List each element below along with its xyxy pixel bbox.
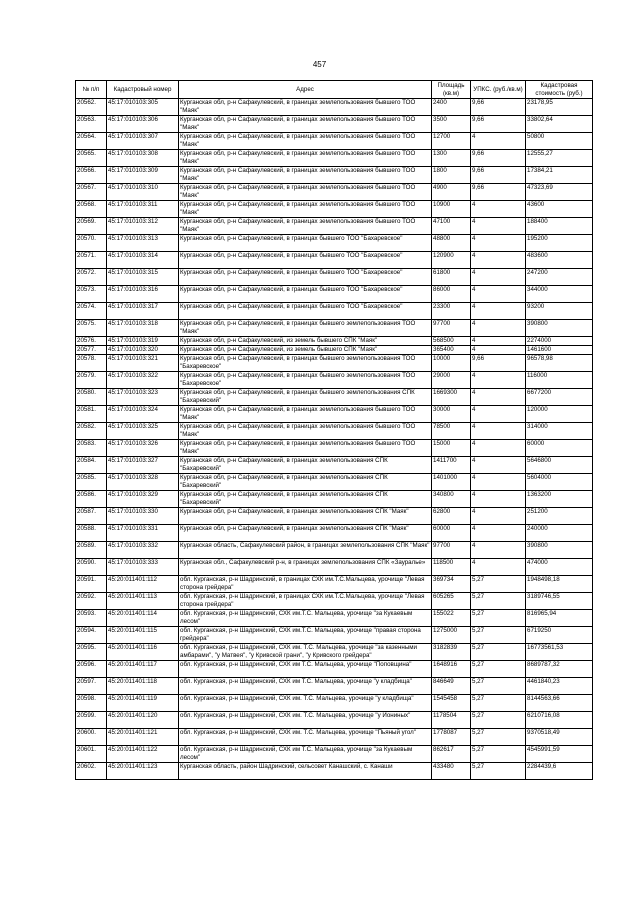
cadastral-number-cell: 45:17:010103:322 <box>107 372 179 389</box>
upks-cell: 9,66 <box>471 150 526 167</box>
row-number-cell: 20571. <box>76 252 107 269</box>
row-number-cell: 20574. <box>76 303 107 320</box>
area-cell: 862617 <box>432 746 471 763</box>
address-cell: Курганская обл, р-н Сафакулевский, в границах землепользования бывшего ТОО "Маяк" <box>179 423 432 440</box>
cadastral-cost-cell: 5604000 <box>526 474 593 491</box>
upks-cell: 9,66 <box>471 116 526 133</box>
row-number-cell: 20579. <box>76 372 107 389</box>
cadastral-number-cell: 45:17:010103:310 <box>107 184 179 201</box>
area-cell: 1778087 <box>432 729 471 746</box>
table-row <box>76 99 593 116</box>
address-cell: Курганская обл, р-н Сафакулевский, в границах землепользования бывшего ТОО "Маяк" <box>179 133 432 150</box>
row-number-cell: 20568. <box>76 201 107 218</box>
cadastral-number-cell: 45:17:010103:326 <box>107 440 179 457</box>
area-cell: 1300 <box>432 150 471 167</box>
cadastral-cost-cell: 390800 <box>526 320 593 337</box>
cadastral-number-cell: 45:20:011401:118 <box>107 678 179 695</box>
row-number-cell: 20562. <box>76 99 107 116</box>
area-cell: 3182839 <box>432 644 471 661</box>
table-row <box>76 372 593 389</box>
address-cell: обл. Курганская, р-н Шадринский, СХК им. Т.С. Мальцева, урочище "Пьяный угол" <box>179 729 432 746</box>
address-cell: Курганская обл, р-н Сафакулевский, в границах бывшего ТОО "Бахаревское" <box>179 269 432 286</box>
address-cell: обл. Курганская, р-н Шадринский, СХК им.Т.С. Мальцева, урочище "за Кукаевым лесом" <box>179 610 432 627</box>
address-cell: обл. Курганская, р-н Шадринский, СХК им Т.С. Мальцева, урочище "у кладбища" <box>179 678 432 695</box>
upks-cell: 4 <box>471 303 526 320</box>
row-number-cell: 20582. <box>76 423 107 440</box>
cadastral-cost-cell: 33802,64 <box>526 116 593 133</box>
table-row <box>76 235 593 252</box>
address-cell: Курганская обл, р-н Сафакулевский, в границах бывшего землепользования ТОО "Бахаревское" <box>179 355 432 372</box>
row-number-cell: 20596. <box>76 661 107 678</box>
upks-cell: 4 <box>471 201 526 218</box>
row-number-cell: 20599. <box>76 712 107 729</box>
upks-cell: 4 <box>471 440 526 457</box>
cadastral-cost-cell: 116000 <box>526 372 593 389</box>
cadastral-cost-cell: 120000 <box>526 406 593 423</box>
row-number-cell: 20588. <box>76 525 107 542</box>
cadastral-cost-cell: 390800 <box>526 542 593 559</box>
cadastral-number-cell: 45:20:011401:114 <box>107 610 179 627</box>
row-number-cell: 20583. <box>76 440 107 457</box>
cadastral-number-cell: 45:17:010103:330 <box>107 508 179 525</box>
cadastral-number-cell: 45:17:010103:333 <box>107 559 179 576</box>
upks-cell: 4 <box>471 423 526 440</box>
upks-cell: 4 <box>471 457 526 474</box>
cadastral-number-cell: 45:17:010103:319 <box>107 337 179 346</box>
address-cell: обл. Курганская, р-н Шадринский, СХК им.Т.С. Мальцева, урочище "правая сторона грейдера" <box>179 627 432 644</box>
upks-cell: 4 <box>471 346 526 355</box>
table-row <box>76 661 593 678</box>
address-cell: Курганская обл, р-н Сафакулевский, в границах землепользования СПК "Маяк" <box>179 508 432 525</box>
table-row <box>76 746 593 763</box>
area-cell: 2400 <box>432 99 471 116</box>
address-cell: Курганская обл, р-н Сафакулевский, в границах землепользования бывшего ТОО "Маяк" <box>179 218 432 235</box>
cadastral-cost-cell: 8689787,32 <box>526 661 593 678</box>
upks-cell: 4 <box>471 133 526 150</box>
table-row <box>76 201 593 218</box>
upks-cell: 5,27 <box>471 763 526 780</box>
area-cell: 97700 <box>432 320 471 337</box>
address-cell: Курганская обл., Сафакулевский р-н, в границах землепользования СПК «Зауралье» <box>179 559 432 576</box>
cadastral-cost-cell: 6719250 <box>526 627 593 644</box>
area-cell: 365400 <box>432 346 471 355</box>
upks-cell: 4 <box>471 252 526 269</box>
table-row <box>76 286 593 303</box>
cadastral-number-cell: 45:20:011401:120 <box>107 712 179 729</box>
upks-cell: 9,66 <box>471 184 526 201</box>
cadastral-number-cell: 45:20:011401:121 <box>107 729 179 746</box>
address-cell: обл. Курганская, р-н Шадринский, СХК им. Т.С. Мальцева, урочище "за казенными амбарами", "у Матвея", "у Кривской грани", "у Кривского грейдера" <box>179 644 432 661</box>
cadastral-cost-cell: 23178,95 <box>526 99 593 116</box>
area-cell: 15000 <box>432 440 471 457</box>
row-number-cell: 20575. <box>76 320 107 337</box>
cadastral-number-cell: 45:17:010103:323 <box>107 389 179 406</box>
table-row <box>76 627 593 644</box>
table-row <box>76 355 593 372</box>
cadastral-number-cell: 45:20:011401:119 <box>107 695 179 712</box>
upks-cell: 4 <box>471 320 526 337</box>
cadastral-number-cell: 45:17:010103:317 <box>107 303 179 320</box>
cadastral-value-table <box>75 80 593 780</box>
page-number: 457 <box>312 60 327 69</box>
upks-cell: 4 <box>471 406 526 423</box>
table-row <box>76 593 593 610</box>
cadastral-cost-cell: 8144563,66 <box>526 695 593 712</box>
upks-cell: 5,27 <box>471 729 526 746</box>
address-cell: Курганская обл, р-н Сафакулевский, в границах землепользования бывшего ТОО "Маяк" <box>179 150 432 167</box>
header-cadastral-number: Кадастровый номер <box>107 81 179 99</box>
row-number-cell: 20576. <box>76 337 107 346</box>
area-cell: 120900 <box>432 252 471 269</box>
table-row <box>76 167 593 184</box>
upks-cell: 4 <box>471 218 526 235</box>
upks-cell: 4 <box>471 491 526 508</box>
address-cell: обл. Курганская, р-н Шадринский, СХК им Т.С. Мальцева, урочище "за Кукаевым лесом" <box>179 746 432 763</box>
row-number-cell: 20572. <box>76 269 107 286</box>
area-cell: 3500 <box>432 116 471 133</box>
row-number-cell: 20586. <box>76 491 107 508</box>
cadastral-cost-cell: 43600 <box>526 201 593 218</box>
address-cell: Курганская обл, р-н Сафакулевский, в границах землепользования СПК "Бахаревский" <box>179 474 432 491</box>
table-header-row <box>76 81 593 99</box>
row-number-cell: 20565. <box>76 150 107 167</box>
upks-cell: 5,27 <box>471 746 526 763</box>
cadastral-number-cell: 45:17:010103:305 <box>107 99 179 116</box>
address-cell: Курганская обл, р-н Сафакулевский, в границах бывшего землепользования ТОО "Бахаревское" <box>179 372 432 389</box>
cadastral-number-cell: 45:17:010103:313 <box>107 235 179 252</box>
cadastral-number-cell: 45:17:010103:316 <box>107 286 179 303</box>
area-cell: 1545458 <box>432 695 471 712</box>
cadastral-cost-cell: 195200 <box>526 235 593 252</box>
cadastral-cost-cell: 314000 <box>526 423 593 440</box>
area-cell: 1411700 <box>432 457 471 474</box>
area-cell: 86000 <box>432 286 471 303</box>
row-number-cell: 20580. <box>76 389 107 406</box>
cadastral-number-cell: 45:17:010103:314 <box>107 252 179 269</box>
area-cell: 846649 <box>432 678 471 695</box>
cadastral-cost-cell: 6210716,08 <box>526 712 593 729</box>
upks-cell: 4 <box>471 525 526 542</box>
table-row <box>76 542 593 559</box>
cadastral-cost-cell: 188400 <box>526 218 593 235</box>
table-row <box>76 337 593 346</box>
area-cell: 12700 <box>432 133 471 150</box>
table-row <box>76 252 593 269</box>
header-area: Площадь (кв.м) <box>432 81 471 99</box>
area-cell: 1648916 <box>432 661 471 678</box>
cadastral-cost-cell: 47323,69 <box>526 184 593 201</box>
table-row <box>76 491 593 508</box>
table-row <box>76 559 593 576</box>
area-cell: 1669300 <box>432 389 471 406</box>
address-cell: Курганская обл, р-н Сафакулевский, в границах землепользования бывшего ТОО "Маяк" <box>179 440 432 457</box>
area-cell: 1401000 <box>432 474 471 491</box>
cadastral-cost-cell: 1948498,18 <box>526 576 593 593</box>
area-cell: 4900 <box>432 184 471 201</box>
cadastral-cost-cell: 3189746,55 <box>526 593 593 610</box>
cadastral-cost-cell: 816965,94 <box>526 610 593 627</box>
table-row <box>76 644 593 661</box>
cadastral-cost-cell: 2274000 <box>526 337 593 346</box>
cadastral-cost-cell: 50800 <box>526 133 593 150</box>
area-cell: 23300 <box>432 303 471 320</box>
cadastral-cost-cell: 5646800 <box>526 457 593 474</box>
table-row <box>76 576 593 593</box>
cadastral-number-cell: 45:17:010103:324 <box>107 406 179 423</box>
area-cell: 155022 <box>432 610 471 627</box>
address-cell: Курганская обл, р-н Сафакулевский, в границах землепользования СПК "Бахаревский" <box>179 491 432 508</box>
upks-cell: 5,27 <box>471 576 526 593</box>
row-number-cell: 20563. <box>76 116 107 133</box>
cadastral-cost-cell: 344000 <box>526 286 593 303</box>
cadastral-cost-cell: 93200 <box>526 303 593 320</box>
area-cell: 118500 <box>432 559 471 576</box>
upks-cell: 5,27 <box>471 678 526 695</box>
address-cell: Курганская обл, р-н Сафакулевский, в границах землепользования бывшего ТОО "Маяк" <box>179 167 432 184</box>
cadastral-cost-cell: 483600 <box>526 252 593 269</box>
table-row <box>76 150 593 167</box>
area-cell: 433480 <box>432 763 471 780</box>
cadastral-number-cell: 45:20:011401:123 <box>107 763 179 780</box>
table-row <box>76 389 593 406</box>
area-cell: 340800 <box>432 491 471 508</box>
upks-cell: 4 <box>471 508 526 525</box>
upks-cell: 9,66 <box>471 99 526 116</box>
row-number-cell: 20597. <box>76 678 107 695</box>
cadastral-number-cell: 45:20:011401:122 <box>107 746 179 763</box>
row-number-cell: 20581. <box>76 406 107 423</box>
address-cell: Курганская обл, р-н Сафакулевский, из земель бывшего СПК "Маяк" <box>179 346 432 355</box>
area-cell: 78500 <box>432 423 471 440</box>
row-number-cell: 20601. <box>76 746 107 763</box>
row-number-cell: 20567. <box>76 184 107 201</box>
row-number-cell: 20566. <box>76 167 107 184</box>
cadastral-number-cell: 45:17:010103:308 <box>107 150 179 167</box>
cadastral-number-cell: 45:20:011401:115 <box>107 627 179 644</box>
table-row <box>76 729 593 746</box>
row-number-cell: 20602. <box>76 763 107 780</box>
cadastral-number-cell: 45:17:010103:318 <box>107 320 179 337</box>
cadastral-number-cell: 45:17:010103:328 <box>107 474 179 491</box>
area-cell: 60000 <box>432 525 471 542</box>
table-row <box>76 474 593 491</box>
address-cell: Курганская обл, р-н Сафакулевский, в границах землепользования бывшего ТОО "Маяк" <box>179 406 432 423</box>
address-cell: Курганская обл, р-н Сафакулевский, в границах землепользования СПК "Маяк" <box>179 525 432 542</box>
address-cell: Курганская область, Сафакулевский район, в границах землепользования СПК "Маяк" <box>179 542 432 559</box>
cadastral-cost-cell: 1363200 <box>526 491 593 508</box>
header-cadastral-cost: Кадастровая стоимость (руб.) <box>526 81 593 99</box>
upks-cell: 5,27 <box>471 712 526 729</box>
cadastral-number-cell: 45:17:010103:321 <box>107 355 179 372</box>
row-number-cell: 20591. <box>76 576 107 593</box>
cadastral-number-cell: 45:17:010103:315 <box>107 269 179 286</box>
area-cell: 62800 <box>432 508 471 525</box>
address-cell: обл. Курганская, р-н Шадринский, в границах СХК им.Т.С.Мальцева, урочище "Левая сторона грейдера" <box>179 593 432 610</box>
row-number-cell: 20584. <box>76 457 107 474</box>
area-cell: 605265 <box>432 593 471 610</box>
address-cell: Курганская обл, р-н Сафакулевский, в границах землепользования бывшего ТОО "Маяк" <box>179 201 432 218</box>
table-row <box>76 303 593 320</box>
upks-cell: 5,27 <box>471 627 526 644</box>
address-cell: Курганская обл, р-н Сафакулевский, в границах бывшего землепользования СПК "Бахаревский" <box>179 389 432 406</box>
row-number-cell: 20590. <box>76 559 107 576</box>
address-cell: Курганская обл, р-н Сафакулевский, в границах бывшего ТОО "Бахаревское" <box>179 303 432 320</box>
address-cell: обл. Курганская, р-н Шадринский, СХК им. Т.С. Мальцева, урочище "у Иониных" <box>179 712 432 729</box>
address-cell: Курганская обл, р-н Сафакулевский, в границах землепользования бывшего ТОО "Маяк" <box>179 184 432 201</box>
row-number-cell: 20593. <box>76 610 107 627</box>
row-number-cell: 20592. <box>76 593 107 610</box>
address-cell: обл. Курганская, р-н Шадринский, СХК им. Т.С. Мальцева, урочище "у кладбища" <box>179 695 432 712</box>
table-row <box>76 457 593 474</box>
row-number-cell: 20564. <box>76 133 107 150</box>
row-number-cell: 20570. <box>76 235 107 252</box>
cadastral-cost-cell: 96578,98 <box>526 355 593 372</box>
area-cell: 10900 <box>432 201 471 218</box>
row-number-cell: 20578. <box>76 355 107 372</box>
cadastral-cost-cell: 12555,27 <box>526 150 593 167</box>
table-row <box>76 133 593 150</box>
area-cell: 47100 <box>432 218 471 235</box>
area-cell: 30000 <box>432 406 471 423</box>
upks-cell: 4 <box>471 389 526 406</box>
upks-cell: 9,66 <box>471 167 526 184</box>
row-number-cell: 20573. <box>76 286 107 303</box>
cadastral-cost-cell: 60000 <box>526 440 593 457</box>
row-number-cell: 20594. <box>76 627 107 644</box>
row-number-cell: 20569. <box>76 218 107 235</box>
upks-cell: 9,66 <box>471 355 526 372</box>
cadastral-cost-cell: 1461600 <box>526 346 593 355</box>
row-number-cell: 20595. <box>76 644 107 661</box>
cadastral-number-cell: 45:17:010103:309 <box>107 167 179 184</box>
area-cell: 568500 <box>432 337 471 346</box>
cadastral-number-cell: 45:17:010103:311 <box>107 201 179 218</box>
table-row <box>76 712 593 729</box>
address-cell: Курганская область, район Шадринский, сельсовет Канашский, с. Канаши <box>179 763 432 780</box>
row-number-cell: 20589. <box>76 542 107 559</box>
table-row <box>76 678 593 695</box>
area-cell: 61800 <box>432 269 471 286</box>
cadastral-cost-cell: 4545991,59 <box>526 746 593 763</box>
address-cell: обл. Курганская, р-н Шадринский, в границах СХК им.Т.С.Мальцева, урочище "Левая сторона грейдера" <box>179 576 432 593</box>
header-row-number: № п/п <box>76 81 107 99</box>
address-cell: обл. Курганская, р-н Шадринский, СХК им Т.С. Мальцева, урочище "Поповщина" <box>179 661 432 678</box>
header-address: Адрес <box>179 81 432 99</box>
cadastral-number-cell: 45:20:011401:113 <box>107 593 179 610</box>
row-number-cell: 20577. <box>76 346 107 355</box>
upks-cell: 5,27 <box>471 593 526 610</box>
cadastral-number-cell: 45:17:010103:331 <box>107 525 179 542</box>
cadastral-cost-cell: 240000 <box>526 525 593 542</box>
upks-cell: 5,27 <box>471 695 526 712</box>
cadastral-number-cell: 45:17:010103:306 <box>107 116 179 133</box>
table-row <box>76 406 593 423</box>
address-cell: Курганская обл, р-н Сафакулевский, в границах бывшего землепользования ТОО "Маяк" <box>179 320 432 337</box>
upks-cell: 4 <box>471 286 526 303</box>
address-cell: Курганская обл, р-н Сафакулевский, в границах землепользования бывшего ТОО "Маяк" <box>179 99 432 116</box>
table-row <box>76 184 593 201</box>
upks-cell: 5,27 <box>471 610 526 627</box>
area-cell: 1178504 <box>432 712 471 729</box>
address-cell: Курганская обл, р-н Сафакулевский, в границах бывшего ТОО "Бахаревское" <box>179 252 432 269</box>
cadastral-cost-cell: 2284439,6 <box>526 763 593 780</box>
upks-cell: 4 <box>471 559 526 576</box>
cadastral-number-cell: 45:17:010103:327 <box>107 457 179 474</box>
cadastral-cost-cell: 9370518,49 <box>526 729 593 746</box>
table-row <box>76 440 593 457</box>
upks-cell: 4 <box>471 235 526 252</box>
cadastral-number-cell: 45:17:010103:312 <box>107 218 179 235</box>
address-cell: Курганская обл, р-н Сафакулевский, в границах землепользования СПК "Бахаревский" <box>179 457 432 474</box>
upks-cell: 4 <box>471 372 526 389</box>
area-cell: 97700 <box>432 542 471 559</box>
upks-cell: 5,27 <box>471 661 526 678</box>
cadastral-number-cell: 45:20:011401:117 <box>107 661 179 678</box>
table-row <box>76 508 593 525</box>
cadastral-cost-cell: 474000 <box>526 559 593 576</box>
address-cell: Курганская обл, р-н Сафакулевский, в границах бывшего ТОО "Бахаревское" <box>179 235 432 252</box>
area-cell: 10000 <box>432 355 471 372</box>
table-row <box>76 525 593 542</box>
table-row <box>76 763 593 780</box>
header-upks: УПКС. (руб./кв.м) <box>471 81 526 99</box>
upks-cell: 4 <box>471 474 526 491</box>
cadastral-cost-cell: 6677200 <box>526 389 593 406</box>
cadastral-cost-cell: 16773561,53 <box>526 644 593 661</box>
area-cell: 1275000 <box>432 627 471 644</box>
cadastral-number-cell: 45:17:010103:307 <box>107 133 179 150</box>
table-row <box>76 269 593 286</box>
table-row <box>76 423 593 440</box>
cadastral-number-cell: 45:17:010103:325 <box>107 423 179 440</box>
cadastral-cost-cell: 17384,21 <box>526 167 593 184</box>
cadastral-cost-cell: 4461840,23 <box>526 678 593 695</box>
upks-cell: 5,27 <box>471 644 526 661</box>
row-number-cell: 20600. <box>76 729 107 746</box>
area-cell: 48800 <box>432 235 471 252</box>
row-number-cell: 20598. <box>76 695 107 712</box>
cadastral-cost-cell: 247200 <box>526 269 593 286</box>
table-row <box>76 320 593 337</box>
upks-cell: 4 <box>471 542 526 559</box>
table-row <box>76 218 593 235</box>
row-number-cell: 20587. <box>76 508 107 525</box>
table-row <box>76 610 593 627</box>
cadastral-number-cell: 45:20:011401:116 <box>107 644 179 661</box>
address-cell: Курганская обл, р-н Сафакулевский, из земель бывшего СПК "Маяк" <box>179 337 432 346</box>
table-row <box>76 346 593 355</box>
upks-cell: 4 <box>471 337 526 346</box>
cadastral-number-cell: 45:20:011401:112 <box>107 576 179 593</box>
cadastral-number-cell: 45:17:010103:329 <box>107 491 179 508</box>
address-cell: Курганская обл, р-н Сафакулевский, в границах землепользования бывшего ТОО "Маяк" <box>179 116 432 133</box>
table-row <box>76 695 593 712</box>
cadastral-number-cell: 45:17:010103:320 <box>107 346 179 355</box>
address-cell: Курганская обл, р-н Сафакулевский, в границах бывшего ТОО "Бахаревское" <box>179 286 432 303</box>
table-row <box>76 116 593 133</box>
row-number-cell: 20585. <box>76 474 107 491</box>
area-cell: 29000 <box>432 372 471 389</box>
cadastral-number-cell: 45:17:010103:332 <box>107 542 179 559</box>
area-cell: 1800 <box>432 167 471 184</box>
upks-cell: 4 <box>471 269 526 286</box>
cadastral-cost-cell: 251200 <box>526 508 593 525</box>
area-cell: 369734 <box>432 576 471 593</box>
